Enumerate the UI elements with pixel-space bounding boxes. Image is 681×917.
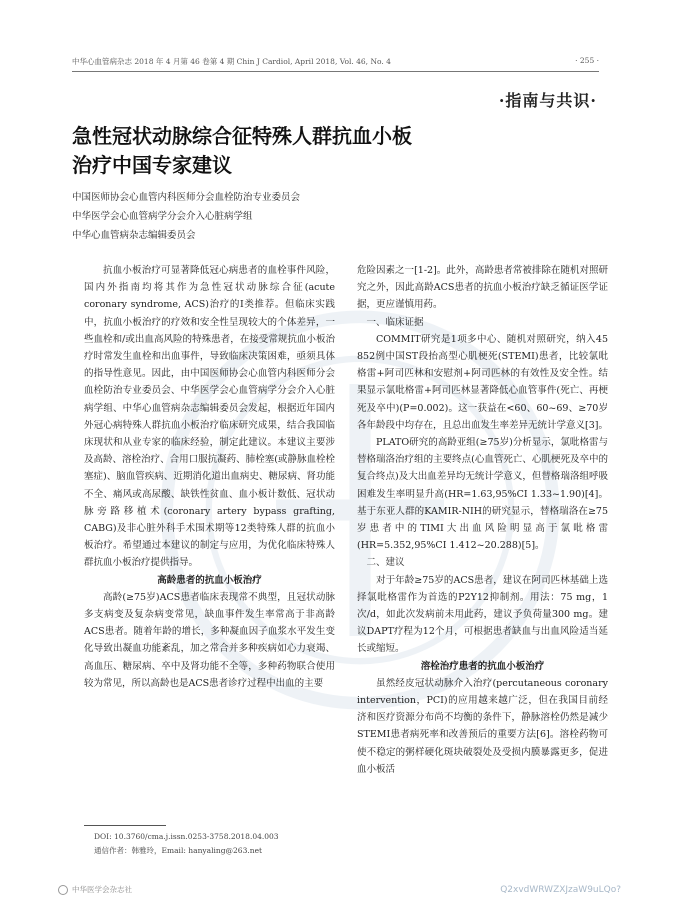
continued-paragraph: 危险因素之一[1-2]。此外，高龄患者常被排除在随机对照研究之外，因此高龄ACS患者的抗血小板治疗缺乏循证医学证据，更应谨慎用药。 <box>357 265 608 311</box>
page-number: · 255 · <box>575 56 599 65</box>
footnote-rule <box>84 825 166 826</box>
running-header <box>72 56 599 67</box>
doi: DOI: 10.3760/cma.j.issn.0253-3758.2018.04.003 <box>94 832 279 841</box>
publisher-logo <box>58 884 132 895</box>
elderly-paragraph: 高龄(≥75岁)ACS患者临床表现常不典型，且冠状动脉多支病变及复杂病变常见，缺血事件发生率常高于非高龄ACS患者。随着年龄的增长，多种凝血因子血浆水平发生变化导致出凝血功能紊乱，加之常合并多种疾病如心力衰竭、高血压、糖尿病、卒中及肾功能不全等，多种药物联合使用较为常见，所以高龄也是ACS患者诊疗过程中出血的主要 <box>84 591 335 689</box>
organization: 中国医师协会心血管内科医师分会血栓防治专业委员会 <box>72 192 301 203</box>
organization: 中华心血管病杂志编辑委员会 <box>72 230 196 241</box>
organization: 中华医学会心血管病学分会介入心脏病学组 <box>72 211 253 222</box>
correspondence: 通信作者：韩雅玲，Email: hanyaling@263.net <box>94 846 263 855</box>
right-column <box>357 262 608 778</box>
section-heading-elderly: 高龄患者的抗血小板治疗 <box>157 574 262 586</box>
intro-paragraph: 抗血小板治疗可显著降低冠心病患者的血栓事件风险，国内外指南均将其作为急性冠状动脉综合征(acute coronary syndrome, ACS)治疗的Ⅰ类推荐。但临床实践中，抗血小板治疗的疗效和安全性呈现较大的个体差异，一些血栓和/或出血高风险的特殊患者，在接受常规抗血小板治疗时常发生血栓和出血事件，导致临床决策困难，亟须具体的指导性意见。因此，由中国医师协会心血管内科医师分会血栓防治专业委员会、中华医学会心血管病学分会介入心脏病学组、中华心血管病杂志编辑委员会发起，根据近年国内外冠心病特殊人群抗血小板治疗临床研究成果，结合我国临床现状和从业专家的临床经验，制定此建议。本建议主要涉及高龄、溶栓治疗、合用口服抗凝药、肺栓塞(或静脉血栓栓塞症)、脑血管疾病、近期消化道出血病史、糖尿病、肾功能不全、痛风或高尿酸、缺铁性贫血、血小板计数低、冠状动脉旁路移植术(coronary artery bypass grafting, CABG)及非心脏外科手术围术期等12类特殊人群的抗血小板治疗。希望通过本建议的制定与应用，为优化临床特殊人群抗血小板治疗提供指导。 <box>84 265 335 569</box>
title-line-1: 急性冠状动脉综合征特殊人群抗血小板 <box>72 124 412 148</box>
publisher-mark-icon <box>58 885 68 895</box>
thrombolysis-paragraph: 虽然经皮冠状动脉介入治疗(percutaneous coronary intervention，PCI)的应用越来越广泛，但在我国目前经济和医疗资源分布尚不均衡的条件下，静脉溶栓仍然是减少STEMI患者病死率和改善预后的重要方法[6]。溶栓药物可使不稳定的粥样硬化斑块破裂处及受损内膜暴露更多，促进血小板活 <box>357 677 608 775</box>
journal-citation: 中华心血管病杂志 2018 年 4 月第 46 卷第 4 期 Chin J Cardiol, April 2018, Vol. 46, No. 4 <box>72 57 391 66</box>
footnote <box>94 830 279 858</box>
plato-paragraph: PLATO研究的高龄亚组(≥75岁)分析显示，氯吡格雷与替格瑞洛治疗组的主要终点(心血管死亡、心肌梗死及卒中的复合终点)及大出血差异均无统计学意义，但替格瑞洛组呼吸困难发生率明显升高(HR=1.63,95%CI 1.33~1.90)[4]。基于东亚人群的KAMIR-NIH的研究显示，替格瑞洛在≥75岁患者中的TIMI大出血风险明显高于氯吡格雷(HR=5.352,95%CI 1.412~20.288)[5]。 <box>357 437 608 552</box>
header-rule <box>72 71 599 72</box>
section-tag: ·指南与共识· <box>498 91 597 110</box>
author-organizations <box>72 188 300 245</box>
left-column <box>84 262 335 692</box>
subsection-clinical-evidence: 一、临床证据 <box>366 316 424 328</box>
title-line-2: 治疗中国专家建议 <box>72 153 232 177</box>
watermark-code: Q2xvdWRWZXJzaW9uLQo? <box>500 885 621 895</box>
commit-paragraph: COMMIT研究是1项多中心、随机对照研究，纳入45 852例中国ST段抬高型心肌梗死(STEMI)患者，比较氯吡格雷+阿司匹林和安慰剂+阿司匹林的有效性及安全性。结果显示氯吡格雷+阿司匹林显著降低心血管事件(死亡、再梗死及卒中)(P=0.002)。这一获益在<60、60~69、≥70岁各年龄段中均存在，且总出血发生率差异无统计学意义[3]。 <box>357 333 608 431</box>
article-title <box>72 122 492 180</box>
publisher-name: 中华医学会杂志社 <box>72 885 132 894</box>
section-heading-thrombolysis: 溶栓治疗患者的抗血小板治疗 <box>420 660 545 672</box>
recommendation-paragraph: 对于年龄≥75岁的ACS患者，建议在阿司匹林基础上选择氯吡格雷作为首选的P2Y12抑制剂。用法：75 mg，1次/d，如此次发病前未用此药，建议予负荷量300 mg。建议DAPT疗程为12个月，可根据患者缺血与出血风险适当延长或缩短。 <box>357 574 608 655</box>
subsection-recommendation: 二、建议 <box>366 557 405 569</box>
